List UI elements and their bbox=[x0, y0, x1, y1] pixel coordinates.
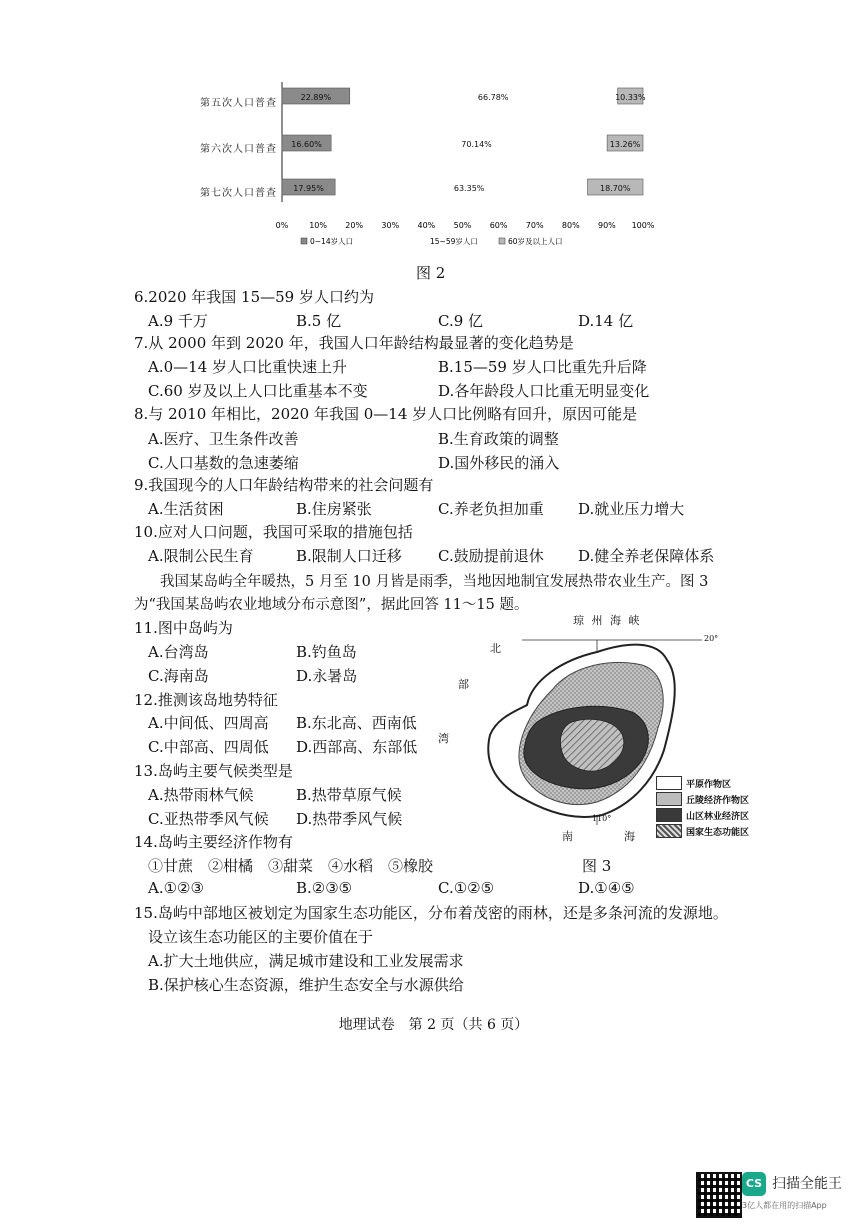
gulf-char-2: 部 bbox=[458, 678, 469, 691]
legend-label-0: 0~14岁人口 bbox=[310, 237, 354, 246]
legend-swatch-0 bbox=[301, 238, 307, 244]
legend-swatch-mountain bbox=[656, 808, 682, 822]
census-label-6: 第六次人口普查 bbox=[200, 144, 277, 155]
q14-option-a: A.①②③ bbox=[148, 879, 204, 897]
legend-eco bbox=[656, 824, 749, 838]
data-label-1-1: 70.14% bbox=[461, 140, 492, 149]
data-label-0-2: 17.95% bbox=[293, 184, 324, 193]
q12-option-d: D.西部高、东部低 bbox=[296, 738, 418, 756]
q13-option-c: C.亚热带季风气候 bbox=[148, 810, 269, 828]
question-10-stem: 10.应对人口问题，我国可采取的措施包括 bbox=[134, 523, 413, 541]
q12-option-b: B.东北高、西南低 bbox=[296, 714, 417, 732]
data-label-2-2: 18.70% bbox=[599, 184, 631, 193]
stacked-bar-chart bbox=[190, 78, 670, 278]
legend-plain bbox=[656, 776, 731, 790]
latitude-label: 20° bbox=[704, 634, 719, 643]
q6-option-d: D.14 亿 bbox=[578, 312, 634, 330]
sea-char-2: 海 bbox=[624, 830, 635, 843]
x-tick-label: 0% bbox=[275, 221, 289, 230]
data-label-0-1: 16.60% bbox=[291, 140, 322, 149]
x-tick-label: 100% bbox=[631, 221, 655, 230]
legend-hilly bbox=[656, 792, 749, 806]
q11-option-c: C.海南岛 bbox=[148, 667, 209, 685]
figure-2-caption: 图 2 bbox=[416, 264, 446, 282]
q6-option-b: B.5 亿 bbox=[296, 312, 342, 330]
x-tick-label: 10% bbox=[309, 221, 327, 230]
question-11-stem: 11.图中岛屿为 bbox=[134, 619, 233, 637]
data-label-1-0: 66.78% bbox=[477, 93, 509, 102]
q8-option-d: D.国外移民的涌入 bbox=[438, 454, 560, 472]
legend-swatch-2 bbox=[499, 238, 505, 244]
q11-option-d: D.永暑岛 bbox=[296, 667, 358, 685]
legend-swatch-plain bbox=[656, 776, 682, 790]
q7-option-b: B.15—59 岁人口比重先升后降 bbox=[438, 358, 647, 376]
sea-char-1: 南 bbox=[562, 830, 573, 843]
x-tick-label: 30% bbox=[381, 221, 400, 230]
q14-items: ①甘蔗 ②柑橘 ③甜菜 ④水稻 ⑤橡胶 bbox=[148, 857, 434, 875]
q9-option-c: C.养老负担加重 bbox=[438, 500, 544, 518]
figure-3-caption: 图 3 bbox=[582, 857, 612, 875]
x-tick-label: 80% bbox=[561, 221, 580, 230]
legend-mountain bbox=[656, 808, 749, 822]
gulf-char-1: 北 bbox=[490, 642, 501, 655]
intro-line-1: 我国某岛屿全年暖热，5 月至 10 月皆是雨季，当地因地制宜发展热带农业生产。图 3 bbox=[160, 574, 709, 590]
longitude-label: 110° bbox=[592, 814, 612, 823]
question-6-stem: 6.2020 年我国 15—59 岁人口约为 bbox=[134, 288, 374, 306]
q9-option-d: D.就业压力增大 bbox=[578, 500, 685, 518]
question-15-stem: 15.岛屿中部地区被划定为国家生态功能区，分布着茂密的雨林，还是多条河流的发源地。 bbox=[134, 904, 728, 922]
gulf-char-3: 湾 bbox=[438, 732, 449, 745]
q14-option-b: B.②③⑤ bbox=[296, 879, 353, 897]
question-7-stem: 7.从 2000 年到 2020 年，我国人口年龄结构最显著的变化趋势是 bbox=[134, 334, 574, 352]
q10-option-c: C.鼓励提前退休 bbox=[438, 547, 544, 565]
question-9-stem: 9.我国现今的人口年龄结构带来的社会问题有 bbox=[134, 476, 434, 494]
q9-option-a: A.生活贫困 bbox=[148, 500, 224, 518]
legend-swatch-hilly bbox=[656, 792, 682, 806]
q6-option-a: A.9 千万 bbox=[148, 312, 208, 330]
q8-option-c: C.人口基数的急速萎缩 bbox=[148, 454, 299, 472]
census-label-7: 第七次人口普查 bbox=[200, 188, 277, 199]
question-12-stem: 12.推测该岛地势特征 bbox=[134, 691, 278, 709]
legend-label-2: 60岁及以上人口 bbox=[508, 237, 563, 246]
q14-option-d: D.①④⑤ bbox=[578, 879, 635, 897]
x-tick-label: 60% bbox=[489, 221, 508, 230]
legend-swatch-eco bbox=[656, 824, 682, 838]
q7-option-c: C.60 岁及以上人口比重基本不变 bbox=[148, 382, 368, 400]
q13-option-b: B.热带草原气候 bbox=[296, 786, 402, 804]
x-tick-label: 50% bbox=[453, 221, 472, 230]
q10-option-d: D.健全养老保障体系 bbox=[578, 547, 715, 565]
intro-line-2: 为“我国某岛屿农业地域分布示意图”，据此回答 11～15 题。 bbox=[134, 597, 529, 613]
q15-option-a: A.扩大土地供应，满足城市建设和工业发展需求 bbox=[148, 952, 464, 970]
legend-label-hilly: 丘陵经济作物区 bbox=[686, 795, 750, 806]
camscanner-tagline: 3亿人都在用的扫描App bbox=[742, 1201, 827, 1210]
legend-label-mountain: 山区林业经济区 bbox=[686, 811, 750, 822]
x-tick-label: 20% bbox=[345, 221, 364, 230]
q6-option-c: C.9 亿 bbox=[438, 312, 484, 330]
q9-option-b: B.住房紧张 bbox=[296, 500, 372, 518]
camscanner-logo-icon: CS bbox=[742, 1172, 766, 1196]
q14-option-c: C.①②⑤ bbox=[438, 879, 495, 897]
data-label-0-0: 22.89% bbox=[300, 93, 332, 102]
q13-option-d: D.热带季风气候 bbox=[296, 810, 403, 828]
x-tick-label: 90% bbox=[598, 221, 616, 230]
strait-label: 琼 州 海 峡 bbox=[573, 614, 642, 627]
q11-option-b: B.钓鱼岛 bbox=[296, 643, 357, 661]
legend-label-1: 15~59岁人口 bbox=[430, 237, 478, 246]
legend-label-plain: 平原作物区 bbox=[686, 779, 732, 790]
q12-option-a: A.中间低、四周高 bbox=[148, 714, 269, 732]
q15-option-b: B.保护核心生态资源，维护生态安全与水源供给 bbox=[148, 976, 464, 994]
question-15-stem-2: 设立该生态功能区的主要价值在于 bbox=[148, 928, 374, 946]
data-label-2-0: 10.33% bbox=[615, 93, 646, 102]
q10-option-a: A.限制公民生育 bbox=[148, 547, 254, 565]
q10-option-b: B.限制人口迁移 bbox=[296, 547, 402, 565]
q7-option-a: A.0—14 岁人口比重快速上升 bbox=[148, 358, 347, 376]
q11-option-a: A.台湾岛 bbox=[148, 643, 209, 661]
q13-option-a: A.热带雨林气候 bbox=[148, 786, 254, 804]
census-label-5: 第五次人口普查 bbox=[200, 98, 277, 109]
qr-code-icon bbox=[696, 1172, 742, 1218]
question-14-stem: 14.岛屿主要经济作物有 bbox=[134, 833, 293, 851]
q7-option-d: D.各年龄段人口比重无明显变化 bbox=[438, 382, 650, 400]
x-tick-label: 70% bbox=[525, 221, 544, 230]
data-label-2-1: 13.26% bbox=[609, 140, 641, 149]
q12-option-c: C.中部高、四周低 bbox=[148, 738, 269, 756]
q8-option-a: A.医疗、卫生条件改善 bbox=[148, 430, 299, 448]
data-label-1-2: 63.35% bbox=[453, 184, 485, 193]
question-8-stem: 8.与 2010 年相比，2020 年我国 0—14 岁人口比例略有回升，原因可能是 bbox=[134, 405, 638, 423]
q8-option-b: B.生育政策的调整 bbox=[438, 430, 559, 448]
x-tick-label: 40% bbox=[417, 221, 436, 230]
legend-label-eco: 国家生态功能区 bbox=[686, 827, 750, 838]
page-footer: 地理试卷 第 2 页（共 6 页） bbox=[338, 1017, 529, 1033]
question-13-stem: 13.岛屿主要气候类型是 bbox=[134, 762, 293, 780]
camscanner-name: 扫描全能王 bbox=[772, 1176, 842, 1192]
